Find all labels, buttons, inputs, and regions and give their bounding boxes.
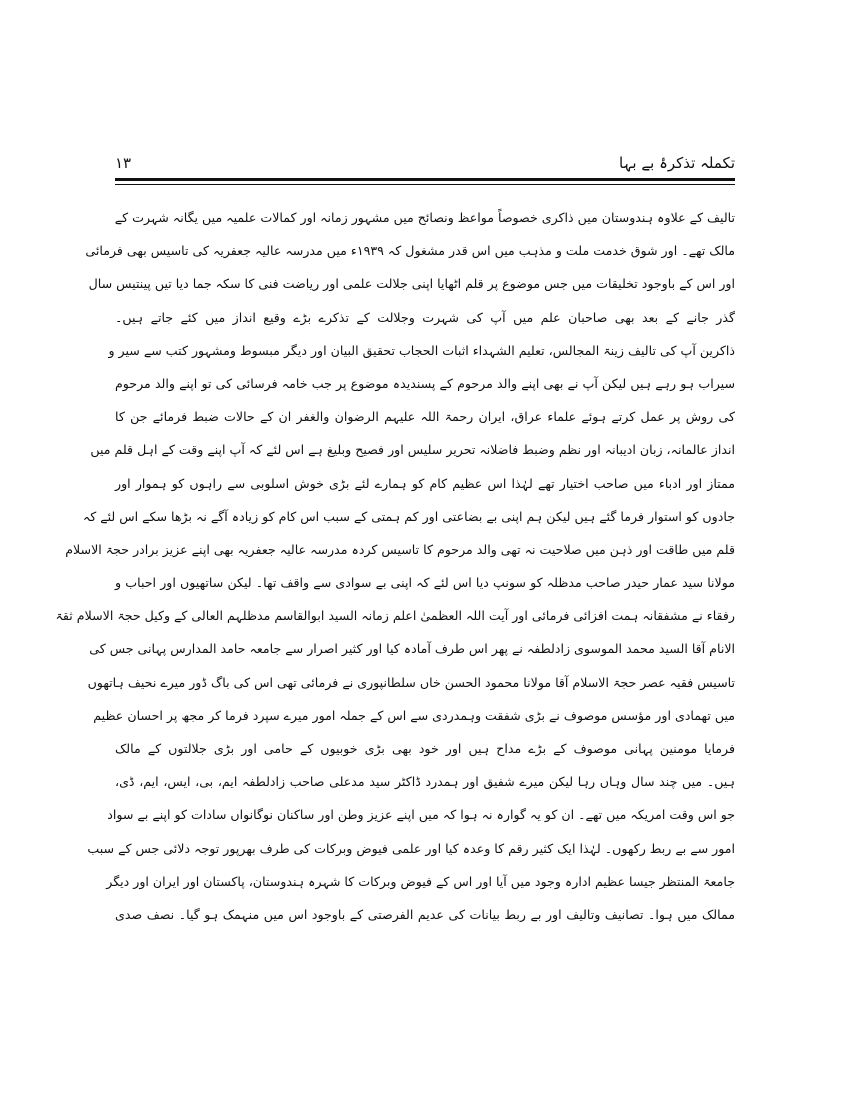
text-line: ممتاز اور ادباء میں صاحب اختیار تھے لہٰذا اس عظیم کام کو ہمارے لئے بڑی خوش اسلوبی سے راہوں کو ہموار اور: [115, 475, 735, 491]
text-line: ممالک میں ہوا۔ تصانیف وتالیف اور بے ربط بیانات کی عدیم الفرصتی کے باوجود اس میں منہمک ہو گیا۔ نصف صدی: [115, 906, 735, 922]
text-line: جو اس وقت امریکہ میں تھے۔ ان کو یہ گوارہ نہ ہوا کہ میں اپنے عزیز وطن اور ساکنان نوگانواں سادات کو اپنے بے سواد: [107, 807, 735, 823]
body-text: [55, 201, 736, 931]
text-line: تاسیس فقیہ عصر حجۃ الاسلام آقا مولانا محمود الحسن خاں سلطانپوری نے فرمائی تھی اس کی باگ ڈور میرے نحیف ہاتھوں: [87, 674, 735, 690]
text-line: امور سے بے ربط رکھوں۔ لہٰذا ایک کثیر رقم کا وعدہ کیا اور علمی فیوض وبرکات کی طرف بھرپور توجہ دلائی جس کے سبب: [87, 840, 735, 856]
page-header: [115, 152, 735, 178]
text-line: ذاکرین آپ کی تالیف زینۃ المجالس، تعلیم الشہداء اثبات الحجاب تحقیق البیان اور دیگر مبسوط ومشہور کتب سے سیر و: [108, 342, 735, 358]
text-line: تالیف کے علاوہ ہندوستان میں ذاکری خصوصاً مواعظ ونصائح میں مشہور زمانہ اور کمالات علمیہ میں یگانہ شہرت کے: [114, 210, 735, 225]
text-line: جادوں کو استوار فرما گئے ہیں لیکن ہم اپنی بے بضاعتی اور کم ہمتی کے سبب اس کام کو زیادہ آگے نہ بڑھا سکے اس لئے کہ: [82, 508, 735, 524]
text-line: سیراب ہو رہے ہیں لیکن آپ نے بھی اپنے والد مرحوم کے پسندیدہ موضوع پر جب خامہ فرسائی کی تو اپنے والد مرحوم: [115, 375, 735, 391]
header-rule-thin: [115, 184, 735, 185]
text-line: انداز عالمانہ، زبان ادیبانہ اور نظم وضبط فاضلانہ تحریر سلیس اور فصیح وبلیغ ہے اس لئے کہ آپ اپنے وقت کے اہل قلم میں: [90, 442, 735, 458]
header-rule-thick: [115, 178, 735, 181]
page-number: ۱۳: [115, 154, 132, 172]
text-line: ہیں۔ میں چند سال وہاں رہا لیکن میرے شفیق اور ہمدرد ڈاکٹر سید مدعلی صاحب زادلطفہ ایم، بی، ایس، ایم، ڈی،: [115, 774, 735, 790]
text-line: الانام آقا السید محمد الموسوی زادلطفہ نے پھر اس طرف آمادہ کیا اور کثیر اصرار سے جامعہ حامد المدارس پہانی جس کی: [89, 641, 735, 657]
text-line: گذر جانے کے بعد بھی صاحبان علم میں آپ کی شہرت وجلالت کے تذکرے بڑے وقیع انداز میں کئے جاتے ہیں۔: [115, 309, 735, 325]
text-line: میں تھمادی اور مؤسس موصوف نے بڑی شفقت وہمدردی سے اس کے جملہ امور میرے سپرد فرما کر مجھ پر احسان عظیم: [93, 707, 735, 723]
text-line: رفقاء نے مشفقانہ ہمت افزائی فرمائی اور آیت اللہ العظمیٰ اعلم زمانہ السید ابوالقاسم مدظلہم العالی کے وکیل حجۃ الاسلام ثقۃ: [55, 608, 735, 624]
text-line: جامعۃ المنتظر جیسا عظیم ادارہ وجود میں آیا اور اس کے فیوض وبرکات کا شہرہ ہندوستان، پاکستان اور ایران اور دیگر: [106, 873, 735, 889]
text-line: قلم میں طاقت اور ذہن میں صلاحیت نہ تھی والد مرحوم کا تاسیس کردہ مدرسہ عالیہ جعفریہ بھی اپنے عزیز برادر حجۃ الاسلام: [65, 541, 735, 557]
running-title: تکملہ تذکرۂ بے بہا: [619, 154, 735, 172]
text-line: مالک تھے۔ اور شوق خدمت ملت و مذہب میں اس قدر مشغول کہ ۱۹۳۹ء میں مدرسہ عالیہ جعفریہ کی تاسیس بھی فرمائی: [85, 243, 735, 259]
text-line: مولانا سید عمار حیدر صاحب مدظلہ کو سونپ دیا اس لئے کہ اپنی بے سوادی سے واقف تھا۔ لیکن ساتھیوں اور احباب و: [115, 575, 735, 591]
text-line: کی روش پر عمل کرتے ہوئے علماء عراق، ایران رحمۃ اللہ علیہم الرضوان والغفر ان کے حالات ضبط فرمائے جن کا: [115, 409, 735, 425]
text-line: اور اس کے باوجود تخلیقات میں جس موضوع پر قلم اٹھایا اپنی جلالت علمی اور ریاضت فنی کا سکہ جما دیا تیں پینتیس سال: [88, 276, 735, 292]
text-line: فرمایا مومنین پہانی موصوف کے بڑے مداح ہیں اور خود بھی بڑی خوبیوں کے حامی اور بڑی جلالتوں کے مالک: [115, 741, 736, 756]
